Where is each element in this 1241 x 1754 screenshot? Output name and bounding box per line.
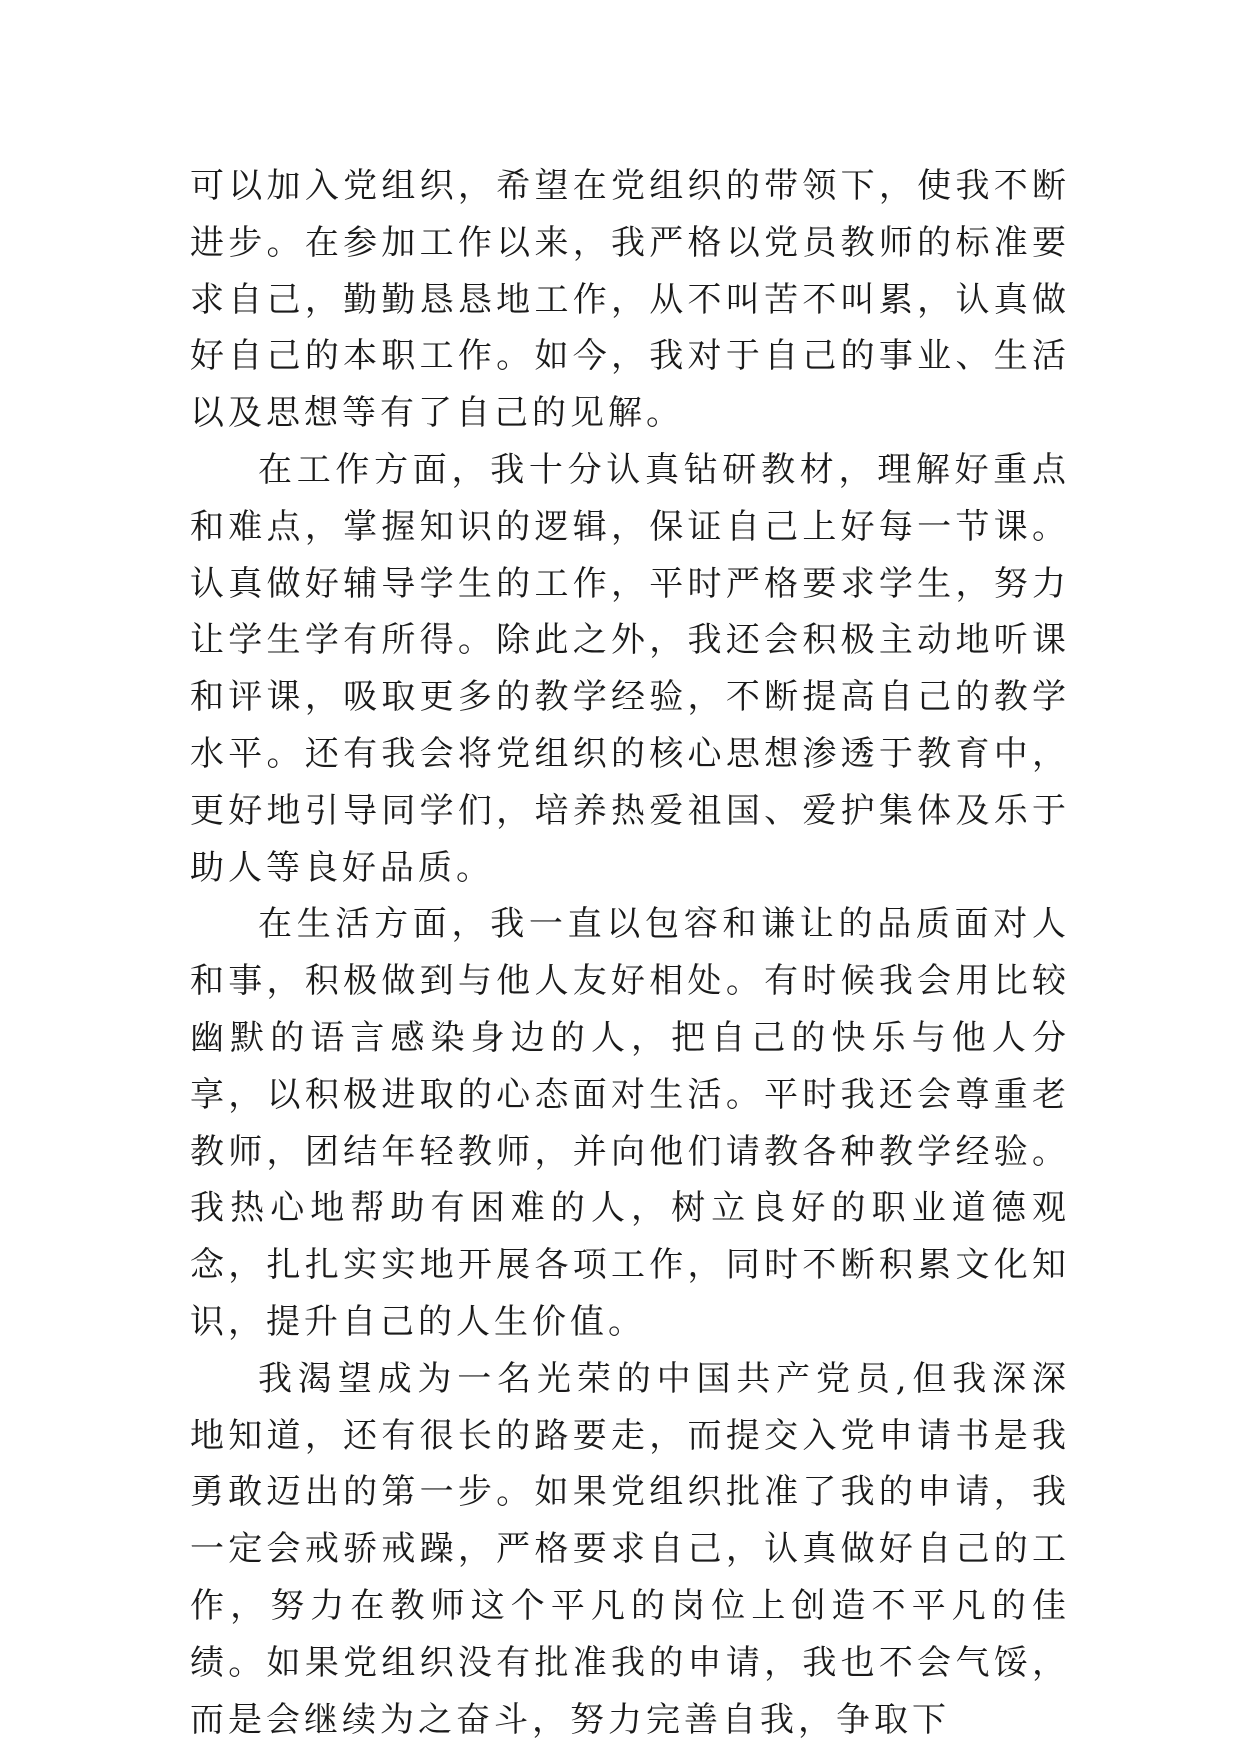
- paragraph-3: 在生活方面，我一直以包容和谦让的品质面对人和事，积极做到与他人友好相处。有时候我会用比较幽默的语言感染身边的人，把自己的快乐与他人分享，以积极进取的心态面对生活。平时我还会尊重老教师，团结年轻教师，并向他们请教各种教学经验。我热心地帮助有困难的人，树立良好的职业道德观念，扎扎实实地开展各项工作，同时不断积累文化知识，提升自己的人生价值。: [190, 904, 1070, 1342]
- paragraph-2: 在工作方面，我十分认真钻研教材，理解好重点和难点，掌握知识的逻辑，保证自己上好每一节课。认真做好辅导学生的工作，平时严格要求学生，努力让学生学有所得。除此之外，我还会积极主动地听课和评课，吸取更多的教学经验，不断提高自己的教学水平。还有我会将党组织的核心思想渗透于教育中，更好地引导同学们，培养热爱祖国、爱护集体及乐于助人等良好品质。: [190, 449, 1070, 888]
- paragraph-4: 我渴望成为一名光荣的中国共产党员,但我深深地知道，还有很长的路要走，而提交入党申请书是我勇敢迈出的第一步。如果党组织批准了我的申请，我一定会戒骄戒躁，严格要求自己，认真做好自己的工作，努力在教师这个平凡的岗位上创造不平凡的佳绩。如果党组织没有批准我的申请，我也不会气馁，而是会继续为之奋斗，努力完善自我，争取下: [190, 1358, 1070, 1740]
- document-body: [190, 158, 1070, 1748]
- paragraph-1: 可以加入党组织，希望在党组织的带领下，使我不断进步。在参加工作以来，我严格以党员教师的标准要求自己，勤勤恳恳地工作，从不叫苦不叫累，认真做好自己的本职工作。如今，我对于自己的事业、生活以及思想等有了自己的见解。: [190, 166, 1070, 434]
